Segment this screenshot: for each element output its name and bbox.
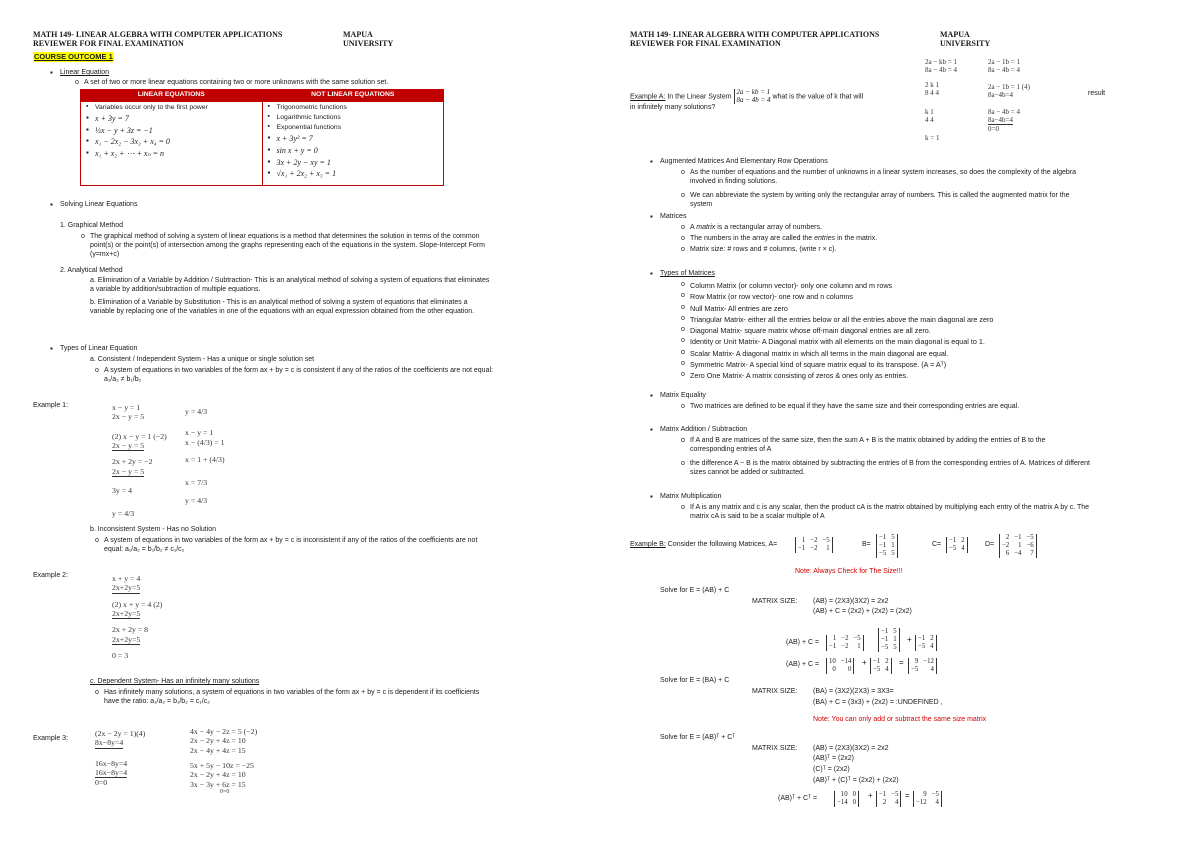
hw-line: 2a − kb = 1 bbox=[925, 58, 958, 66]
equality-text: o Two matrices are defined to be equal if they have the same size and their corresponding entries are equal. bbox=[690, 403, 1019, 412]
matrix-entry: 0 bbox=[852, 799, 857, 807]
hw-line: 8x−8y=4 bbox=[95, 738, 124, 748]
matrix-entry: −1 bbox=[879, 791, 887, 798]
matrix-entry: 4 bbox=[895, 799, 899, 807]
solve3-line: (AB)ᵀ + (C)ᵀ = (2x2) + (2x2) bbox=[813, 777, 899, 784]
matrix-entry: −1 bbox=[1014, 534, 1022, 541]
hw-line: x = 1 + (4/3) bbox=[185, 455, 225, 465]
solve3-label: Solve for E = (AB)ᵀ + Cᵀ bbox=[660, 734, 736, 741]
hw-line: k = 1 bbox=[925, 134, 940, 143]
matrices-text: o Matrix size: # rows and # columns, (write r × c). bbox=[690, 246, 836, 255]
course-title: MATH 149- LINEAR ALGEBRA WITH COMPUTER APPLICATIONS bbox=[33, 30, 283, 39]
matrix-entry: −2 bbox=[841, 635, 849, 642]
example-a-label: Example A: bbox=[630, 93, 666, 101]
solve2-size: MATRIX SIZE: bbox=[752, 688, 798, 695]
matrix-entry: −1 bbox=[873, 658, 881, 665]
matrix-entry: −5 bbox=[873, 666, 881, 674]
solve1-line: (AB) + C = (2x2) + (2x2) = (2x2) bbox=[813, 608, 912, 615]
solve2-label: Solve for E = (BA) + C bbox=[660, 677, 730, 684]
matrix-entry: 1 bbox=[857, 643, 861, 651]
matrices-text: entries bbox=[814, 235, 836, 242]
matrix-entry: 10 bbox=[829, 658, 836, 665]
right-page: MATH 149- LINEAR ALGEBRA WITH COMPUTER APPLICATIONS REVIEWER FOR FINAL EXAMINATION MAPUA UNIVERSITY Example A: In the Linear System 2a − kb = 1 8a − 4b = 4 what is the value of k that will in infinitely many solutions? result 2a − kb = 1 8a − 4b = 4 2 k 1 8 4 4 k 1 4 4 k = 1 2a − 1b = 1 8a − 4b = 4 2a − 1b = 1 (4) 8a−4b=4 8a − 4b = 4 8a−4b=4 0=0 ▪ Augmented Matrices And Elementary Row Operations o As the number of equations and the number of unknowns in a linear system increases, so does the complexity of the algebra involved in finding solutions. o We can abbreviate the system by writing only the rectangular array of numbers. This is called the augmented matrix for the system ▪ Matrices o A matrix is a rectangular array of numbers. o The numbers in the array are called the entries in the matrix. o Matrix size: # rows and # columns, (write r × c). ▪ Types of Matrices o Column Matrix (or column vector)- only one column and m rows o Row Matrix (or row vector)- one row and n columns o Null Matrix- All entries are zero o Triangular Matrix- either all the entries below or all the entries above the main diagonal are zero o Diagonal Matrix- square matrix whose off-main diagonal entries are all zero. o Identity or Unit Matrix- A Diagonal matrix with all elements on the main diagonal is equal to 1. o Scalar Matrix- A diagonal matrix in which all terms in the main diagonal are equal. o Symmetric Matrix- A special kind of square matrix equal to its transpose. (A = Aᵀ) o Zero One Matrix- A matrix consisting of zeros & ones only as entries. ▪ Matrix Equality o Two matrices are defined to be equal if they have the same size and their corresponding entries are equal. ▪ Matrix Addition / Subtraction o If A and B are matrices of the same size, then the sum A + B is the matrix obtained by adding the entries of B to the corresponding entries of A o the difference A − B is the matrix obtained by subtracting the entries of B from the corresponding entries of A. Matrices of different sizes cannot be added or subtracted. ▪ Matrix Multiplication o If A is any matrix and c is any scalar, then the product cA is the matrix obtained by multiplying each entry of the matrix A by c. The matrix cA is said to be a scalar multiple of A Example B: Consider the following Matrices, A= 1 −2 −5 −1 −2 1 B= −1 5 −1 1 −5 5 C= −1 2 −5 4 D= 2 −1 −5 −2 1 −6 6 −4 7 Note: Always Check for The Size!!! Solve for E = (AB) + C MATRIX SIZE: (AB) = (2X3)(3X2) = 2x2 (AB) + C = (2x2) + (2x2) = (2x2) (AB) + C = 1 −2 −5 −1 −2 1 −1 5 −1 1 −5 5 + −1 2 −5 4 (AB) + C = 10 −14 0 0 + −1 2 −5 4 = 9 −12 −5 4 Solve for E = (BA) + C MATRIX SIZE: (BA) = (3X2)(2X3) = 3X3= (BA) + C = (3x3) + (2x2) = :UNDEFINED , Note: You can only add or subtract the same size matrix Solve for E = (AB)ᵀ + Cᵀ MATRIX SIZE: (AB) = (2X3)(3X2) = 2x2 (AB)ᵀ = (2x2) (C)ᵀ = (2x2) (AB)ᵀ + (C)ᵀ = (2x2) + (2x2) (AB)ᵀ + Cᵀ = 10 0 −14 0 + −1 −5 2 4 = 9 −5 −12 4 bbox=[600, 0, 1200, 849]
solve1-res bbox=[826, 656, 854, 674]
example-2-work bbox=[112, 574, 162, 660]
matrix-entry: 5 bbox=[893, 644, 897, 652]
matrix-entry: −5 bbox=[949, 545, 957, 553]
elimination-substitution: b. Elimination of a Variable by Substitution - This is an analytical method of solving a system of equations that eliminates a variable by replacing one of the variables in one of the equations with an equal expression obtained from the other equation. bbox=[90, 299, 475, 315]
linear-equations-table bbox=[80, 89, 444, 186]
solve1-matrix-a bbox=[826, 633, 864, 651]
matrix-entry: −2 bbox=[810, 545, 818, 553]
matrix-entry: −2 bbox=[810, 537, 818, 544]
matrix-entry: −1 bbox=[881, 636, 889, 644]
matrix-entry: 0 bbox=[848, 666, 852, 674]
matrix-c-label: C= bbox=[932, 541, 942, 548]
matrix-entry: −5 bbox=[1026, 534, 1034, 541]
matrix-entry: 0 bbox=[832, 666, 836, 674]
matrix-entry: 2 bbox=[1005, 534, 1010, 541]
example-a-work bbox=[925, 58, 957, 143]
matrix-entry: −12 bbox=[923, 658, 934, 665]
reviewer-title: REVIEWER FOR FINAL EXAMINATION bbox=[630, 39, 781, 49]
augmented-text: o As the number of equations and the number of unknowns in a linear system increases, so does the complexity of the algebra involved in finding solutions. bbox=[690, 169, 1090, 187]
matrix-entry: −5 bbox=[891, 791, 899, 798]
linear-equation-def: A set of two or more linear equations containing two or more unknowns with the same solution set. bbox=[84, 79, 389, 86]
matrix-entry: −1 bbox=[879, 542, 887, 550]
hw-line: 8a−4b=4 bbox=[988, 91, 1014, 100]
example-3-work-b bbox=[190, 727, 257, 796]
matrix-entry: 4 bbox=[930, 666, 934, 674]
matrix-entry: 2 bbox=[930, 635, 934, 642]
hw-line: 2x − 4y + 4z = 15 bbox=[190, 745, 246, 755]
matrix-entry: −12 bbox=[916, 799, 927, 807]
hw-line: 2x+2y=5 bbox=[112, 609, 141, 619]
example-b-label-wrap bbox=[630, 541, 777, 550]
hw-line: 2x − y = 5 bbox=[112, 441, 145, 451]
matrix-entry: −2 bbox=[841, 643, 849, 651]
matrix-entry: −2 bbox=[1002, 542, 1010, 550]
hw-line: 2x − 2y + 4z = 10 bbox=[190, 736, 246, 746]
type-item: o Zero One Matrix- A matrix consisting of zeros & ones only as entries. bbox=[690, 371, 1110, 382]
matrix-entry: −5 bbox=[853, 635, 861, 642]
table-head-nonlinear: NOT LINEAR EQUATIONS bbox=[262, 90, 444, 102]
hw-line: y = 4/3 bbox=[185, 495, 208, 505]
matrix-entry: −4 bbox=[1014, 550, 1022, 558]
matrix-entry: 10 bbox=[840, 791, 848, 798]
example-a-text: In the Linear System bbox=[665, 93, 732, 101]
hw-line: 8a − 4b = 4 bbox=[988, 107, 1021, 116]
solve3-line: (AB)ᵀ = (2x2) bbox=[813, 755, 854, 762]
hw-line: 2a − 1b = 1 (4) bbox=[988, 82, 1030, 91]
sys-eq: 8a − 4b = 4 bbox=[736, 95, 771, 104]
addsub-title: ▪ Matrix Addition / Subtraction bbox=[660, 426, 747, 435]
hw-line: 3y = 4 bbox=[112, 486, 132, 496]
matrix-entry: 9 bbox=[923, 791, 927, 798]
table-item: ▪ Exponential functions bbox=[277, 124, 438, 133]
note-size: Note: Always Check for The Size!!! bbox=[795, 568, 903, 575]
hw-line: (2) x + y = 4 (2) bbox=[112, 599, 163, 609]
matrix-entry: −5 bbox=[918, 643, 926, 651]
matrix-entry: −5 bbox=[911, 666, 919, 674]
types-title: Types of Linear Equation bbox=[60, 345, 138, 352]
dependent-text: o Has infinitely many solutions, a system of equations in two variables of the form ax + by = c is dependent if its coefficients have the ratio: a₁/a₂ = b₁/b₂ = c₁/c₂ bbox=[104, 689, 494, 707]
hw-line: 8a−4b=4 bbox=[988, 115, 1014, 124]
example-2-label: Example 2: bbox=[33, 572, 69, 579]
university: MAPUA UNIVERSITY bbox=[940, 30, 991, 49]
solve3-m3 bbox=[913, 789, 942, 807]
type-item: o Symmetric Matrix- A special kind of square matrix equal to its transpose. (A = Aᵀ) bbox=[690, 360, 1110, 371]
graphical-text: o The graphical method of solving a system of linear equations is a method that determines the solution in terms of the common point(s) or the point(s) of intersection among the graphs representing each of the equations in the system. Slope-Intercept Form (y=mx+c) bbox=[90, 233, 490, 260]
matrix-entry: −5 bbox=[822, 537, 830, 544]
hw-line: 16x−8y=4 bbox=[95, 758, 128, 768]
example-1-work-b bbox=[185, 407, 225, 505]
matrices-title: ▪ Matrices bbox=[660, 213, 686, 222]
hw-line: 8a − 4b = 4 bbox=[988, 66, 1021, 75]
example-1-label: Example 1: bbox=[33, 402, 69, 409]
matrix-entry: −14 bbox=[840, 658, 852, 665]
example-b-label: Example B: bbox=[630, 541, 666, 548]
mult-text: o If A is any matrix and c is any scalar, then the product cA is the matrix obtained by multiplying each entry of the matrix A by c. The matrix cA is said to be a scalar multiple of A bbox=[690, 504, 1090, 522]
type-item: o Diagonal Matrix- square matrix whose off-main diagonal entries are all zero. bbox=[690, 326, 1110, 337]
augmented-title: ▪ Augmented Matrices And Elementary Row Operations bbox=[660, 158, 828, 167]
matrix-a bbox=[795, 535, 833, 553]
hw-line: 3x − 3y + 6z = 15 bbox=[190, 779, 246, 789]
example-a-text: result bbox=[1088, 90, 1106, 97]
consistent-text: o A system of equations in two variables of the form ax + by = c is consistent if any of the ratios of the coefficients are not equal: a₁/a₂ ≠ b₁/b₂ bbox=[104, 367, 494, 385]
matrix-entry: 1 bbox=[893, 636, 897, 644]
elimination-addition: a. Elimination of a Variable by Addition / Subtraction- This is an analytical method of solving a system of equations that eliminates a variable by addition/subtraction of multiple equations. bbox=[90, 277, 490, 293]
matrix-entry: 9 bbox=[914, 658, 919, 665]
matrix-entry: 1 bbox=[891, 542, 895, 550]
matrix-entry: 4 bbox=[935, 799, 939, 807]
course-title: MATH 149- LINEAR ALGEBRA WITH COMPUTER APPLICATIONS bbox=[630, 30, 880, 39]
example-a-text: what is the value of k that will bbox=[772, 93, 864, 101]
matrix-entry: 1 bbox=[1018, 542, 1022, 550]
matrix-entry: 4 bbox=[885, 666, 889, 674]
example-b-text: Consider the following Matrices, A= bbox=[665, 541, 778, 548]
matrix-entry: 4 bbox=[930, 643, 934, 651]
matrix-entry: −5 bbox=[881, 644, 889, 652]
matrix-entry: 1 bbox=[801, 537, 806, 544]
hw-line: 2x+2y=5 bbox=[112, 634, 141, 644]
table-item: ▪ Variables occur only to the first power bbox=[95, 104, 256, 113]
mult-title: ▪ Matrix Multiplication bbox=[660, 493, 721, 502]
table-head-linear: LINEAR EQUATIONS bbox=[81, 90, 263, 102]
graphical-method: 1. Graphical Method bbox=[60, 222, 124, 229]
addsub-text: o If A and B are matrices of the same size, then the sum A + B is the matrix obtained by adding the entries of B to the corresponding entries of A bbox=[690, 437, 1090, 455]
table-item: ▪ ½x − y + 3z = −1 bbox=[95, 126, 256, 136]
hw-line: 2x+2y=5 bbox=[112, 583, 141, 593]
solve3-line: (AB) = (2X3)(3X2) = 2x2 bbox=[813, 745, 889, 752]
solve3-m1 bbox=[834, 789, 859, 807]
note-same-size: Note: You can only add or subtract the same size matrix bbox=[813, 716, 987, 723]
solve1-label: Solve for E = (AB) + C bbox=[660, 587, 730, 594]
matrix-entry: 2 bbox=[882, 799, 887, 807]
matrix-entry: 5 bbox=[891, 534, 895, 541]
hw-line: x + y = 4 bbox=[112, 574, 141, 583]
hw-line: 2a − 1b = 1 bbox=[988, 58, 1021, 66]
type-item: o Row Matrix (or row vector)- one row and n columns bbox=[690, 292, 1110, 303]
solve1-row: (AB) + C = bbox=[786, 639, 820, 646]
addsub-text: o the difference A − B is the matrix obtained by subtracting the entries of B from the corresponding entries of A. Matrices of different sizes cannot be added or subtracted. bbox=[690, 460, 1090, 478]
table-item: ▪ x + 3y² = 7 bbox=[277, 134, 438, 144]
inconsistent-system: b. Inconsistent System - Has no Solution bbox=[90, 526, 217, 533]
hw-line: (2x − 2y = 1)(4) bbox=[95, 729, 146, 738]
solve1-res3 bbox=[908, 656, 937, 674]
hw-line: y = 4/3 bbox=[185, 407, 208, 416]
matrices-text: in the matrix. bbox=[835, 235, 878, 242]
hw-line: 0 = 3 bbox=[112, 651, 129, 661]
solve1-matrix-b bbox=[878, 626, 900, 652]
hw-line: x − y = 1 bbox=[185, 428, 214, 438]
university: MAPUA UNIVERSITY bbox=[343, 30, 394, 49]
sys-eq: 2a − kb = 1 bbox=[736, 88, 771, 96]
matrix-entry: −1 bbox=[798, 545, 806, 553]
hw-line: x = 7/3 bbox=[185, 478, 208, 488]
type-item: o Triangular Matrix- either all the entries below or all the entries above the main diagonal are zero bbox=[690, 315, 1110, 326]
example-a-work-b bbox=[988, 58, 1030, 134]
hw-line: 0=0 bbox=[988, 125, 999, 134]
matrix-c bbox=[946, 535, 968, 553]
equality-title: ▪ Matrix Equality bbox=[660, 392, 706, 401]
matrix-entry: −1 bbox=[949, 537, 957, 544]
hw-line: 8 4 4 bbox=[925, 89, 939, 98]
hw-line: 4 4 bbox=[925, 115, 934, 124]
augmented-text: o We can abbreviate the system by writing only the rectangular array of numbers. This is called the augmented matrix for the system bbox=[690, 192, 1090, 210]
matrices-text: matrix bbox=[696, 224, 716, 231]
table-item: ▪ Logarithmic functions bbox=[277, 114, 438, 123]
types-matrices-title: Types of Matrices bbox=[660, 270, 715, 277]
hw-line: x − y = 1 bbox=[112, 403, 141, 412]
type-item: o Null Matrix- All entries are zero bbox=[690, 304, 1110, 315]
matrix-entry: −1 bbox=[829, 643, 837, 651]
matrix-entry: −5 bbox=[931, 791, 939, 798]
hw-line: 0=0 bbox=[95, 778, 108, 788]
solve1-res2 bbox=[870, 656, 892, 674]
dependent-system: c. Dependent System- Has an infinitely many solutions bbox=[90, 678, 260, 685]
matrix-d bbox=[999, 532, 1037, 558]
table-item: ▪ 3x + 2y − xy = 1 bbox=[277, 158, 438, 168]
example-3-label: Example 3: bbox=[33, 735, 69, 742]
hw-line: (2) x − y = 1 (−2) bbox=[112, 431, 167, 441]
matrix-d-label: D= bbox=[985, 541, 995, 548]
hw-line: x − (4/3) = 1 bbox=[185, 437, 225, 447]
solve2-line: (BA) = (3X2)(2X3) = 3X3= bbox=[813, 688, 894, 695]
hw-line: y = 4/3 bbox=[112, 509, 135, 519]
reviewer-title: REVIEWER FOR FINAL EXAMINATION bbox=[33, 39, 184, 49]
matrix-entry: 2 bbox=[885, 658, 889, 665]
solve2-line: (BA) + C = (3x3) + (2x2) = :UNDEFINED , bbox=[813, 699, 943, 706]
type-item: o Column Matrix (or column vector)- only one column and m rows bbox=[690, 281, 1110, 292]
hw-line: 2x − 2y + 4z = 10 bbox=[190, 770, 246, 780]
matrix-entry: −14 bbox=[837, 799, 848, 807]
matrix-entry: 7 bbox=[1030, 550, 1034, 558]
matrix-entry: 5 bbox=[893, 628, 897, 635]
right-header bbox=[630, 30, 991, 49]
matrix-b-label: B= bbox=[862, 541, 871, 548]
matrix-entry: −6 bbox=[1026, 542, 1034, 550]
left-header bbox=[33, 30, 394, 49]
matrix-entry: −5 bbox=[879, 550, 887, 558]
matrix-entry: 4 bbox=[961, 545, 965, 553]
solve1-matrix-c bbox=[915, 633, 937, 651]
table-item: ▪ x₁ − 2x₂ − 3x₃ + x₄ = 0 bbox=[95, 137, 256, 147]
table-item: ▪ sin x + y = 0 bbox=[277, 146, 438, 156]
solving-title: Solving Linear Equations bbox=[60, 201, 138, 208]
hw-line: 2x + 2y = 8 bbox=[112, 625, 149, 635]
matrices-text: The numbers in the array are called the bbox=[690, 235, 815, 242]
types-list bbox=[690, 281, 1110, 383]
hw-line: 5x + 5y − 10z = −25 bbox=[190, 761, 254, 771]
table-item: ▪ Trigonometric functions bbox=[277, 104, 438, 113]
hw-line: 2 k 1 bbox=[925, 80, 939, 89]
hw-line: 2x + 2y = −2 bbox=[112, 457, 153, 467]
hw-line: 16x−8y=4 bbox=[95, 768, 128, 778]
solve1-line: (AB) = (2X3)(3X2) = 2x2 bbox=[813, 598, 889, 605]
matrix-b bbox=[876, 532, 898, 558]
hw-line: 2x − y = 5 bbox=[112, 466, 145, 476]
analytical-method: 2. Analytical Method bbox=[60, 267, 123, 274]
table-item: ▪ x + 3y = 7 bbox=[95, 114, 256, 124]
solve3-size: MATRIX SIZE: bbox=[752, 745, 798, 752]
hw-line: 4x − 4y − 2z = 5 (−2) bbox=[190, 727, 258, 736]
solve3-line: (C)ᵀ = (2x2) bbox=[813, 766, 850, 773]
inconsistent-text: o A system of equations in two variables of the form ax + by = c is inconsistent if any of the ratios of the coefficients are not equal: a₁/a₂ = b₁/b₂ ≠ c₁/c₂ bbox=[104, 537, 494, 555]
solve3-m2 bbox=[876, 789, 901, 807]
linear-equation-title: Linear Equation bbox=[60, 69, 110, 76]
hw-line: 2x − y = 5 bbox=[112, 412, 145, 422]
matrix-entry: −1 bbox=[879, 534, 887, 541]
table-item: ▪ √x₁ + 2x₂ + x₃ = 1 bbox=[277, 169, 438, 179]
consistent-system: a. Consistent / Independent System - Has a unique or single solution set bbox=[90, 356, 315, 363]
solve1-row: (AB) + C = bbox=[786, 661, 820, 668]
type-item: o Scalar Matrix- A diagonal matrix in which all terms in the main diagonal are equal. bbox=[690, 349, 1110, 360]
matrix-entry: 5 bbox=[891, 550, 895, 558]
hw-line: k 1 bbox=[925, 107, 934, 116]
solve3-final: (AB)ᵀ + Cᵀ = bbox=[778, 795, 818, 802]
course-outcome: COURSE OUTCOME 1 bbox=[34, 52, 113, 61]
matrix-entry: 1 bbox=[826, 545, 830, 553]
matrix-entry: 6 bbox=[1005, 550, 1010, 558]
hw-line: 8a − 4b = 4 bbox=[925, 66, 958, 75]
solve1-size: MATRIX SIZE: bbox=[752, 598, 798, 605]
table-item: ▪ x₁ + x₂ + ⋯ + xₙ = n bbox=[95, 149, 256, 159]
example-a bbox=[630, 89, 910, 113]
hw-line: 0=0 bbox=[220, 789, 230, 796]
matrix-entry: −1 bbox=[881, 628, 889, 635]
example-a-text: in infinitely many solutions? bbox=[630, 104, 716, 112]
matrix-entry: −1 bbox=[918, 635, 926, 642]
matrix-entry: 2 bbox=[961, 537, 965, 544]
matrices-text: A bbox=[690, 224, 697, 231]
type-item: o Identity or Unit Matrix- A Diagonal matrix with all elements on the main diagonal is equal to 1. bbox=[690, 337, 1110, 348]
example-3-work bbox=[95, 729, 145, 788]
example-1-work bbox=[112, 403, 167, 519]
matrices-text: is a rectangular array of numbers. bbox=[715, 224, 822, 231]
matrix-entry: 1 bbox=[832, 635, 837, 642]
matrix-entry: 0 bbox=[852, 791, 857, 798]
